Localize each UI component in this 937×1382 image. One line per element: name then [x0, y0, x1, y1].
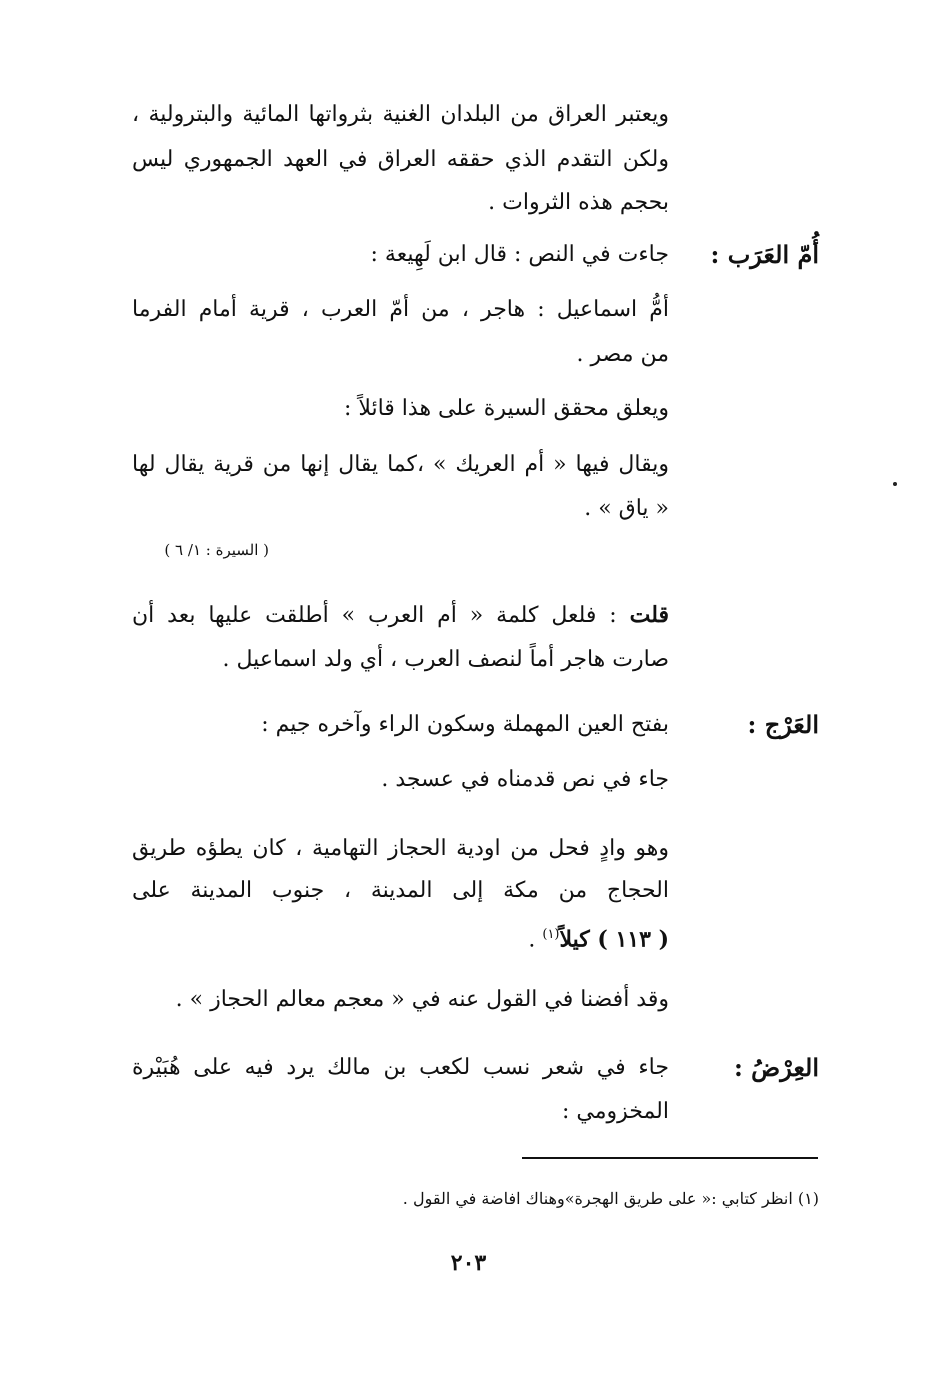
footnote-separator	[522, 1157, 818, 1159]
text-line: جاء في نص قدمناه في عسجد .	[381, 767, 669, 792]
text-line: صارت هاجر أماً لنصف العرب ، أي ولد اسماعيل .	[222, 647, 669, 672]
text-line	[528, 920, 669, 955]
footnote-marker: (١)	[542, 927, 560, 942]
text-line: من مصر .	[576, 342, 669, 367]
text-line	[132, 600, 669, 631]
text-line: وهو وادٍ فحل من اودية الحجاز التهامية ، كان يطؤه طريق	[132, 836, 669, 861]
qultu-label: قلت	[629, 602, 669, 628]
entry-heading-umm-al-arab: أُمّ العَرَب :	[710, 240, 819, 269]
text-run: ( ١١٣ ) كيلاً	[559, 926, 669, 953]
text-line: ويقال فيها « أم العريك » ،كما يقال إنها من قرية يقال لها	[132, 452, 669, 477]
citation: ( السيرة : ١/ ٦ )	[164, 541, 269, 559]
text-line: المخزومي :	[561, 1099, 669, 1124]
text-line: ويعتبر العراق من البلدان الغنية بثرواتها المائية والبترولية ،	[132, 102, 669, 127]
text-line: جاء في شعر نسب لكعب بن مالك يرد فيه على هُبَيْرة	[132, 1055, 669, 1080]
entry-heading-al-arj: العَرْج :	[747, 710, 819, 739]
text-line: بفتح العين المهملة وسكون الراء وآخره جيم :	[261, 712, 669, 737]
text-line: وقد أفضنا في القول عنه في « معجم معالم الحجاز » .	[175, 987, 669, 1012]
entry-heading-al-ird: العِرْضُ :	[733, 1053, 819, 1082]
footnote: (١) انظر كتابي :« على طريق الهجرة»وهناك افاضة في القول .	[402, 1189, 819, 1208]
text-line: أمُّ اسماعيل : هاجر ، من أمّ العرب ، قرية أمام الفرما	[132, 297, 669, 322]
text-line: جاءت في النص : قال ابن لَهِيعة :	[370, 242, 669, 267]
text-line: بحجم هذه الثروات .	[488, 190, 669, 215]
stray-mark	[893, 482, 897, 486]
text-line: ولكن التقدم الذي حققه العراق في العهد الجمهوري ليس	[132, 147, 669, 172]
text-line: ويعلق محقق السيرة على هذا قائلاً :	[343, 396, 669, 421]
page-number: ٢٠٣	[450, 1250, 487, 1276]
text-run: : فلعل كلمة « أم العرب » أطلقت عليها بعد أن	[132, 603, 630, 628]
text-line: « ياق » .	[584, 496, 669, 521]
text-line: الحجاج من مكة إلى المدينة ، جنوب المدينة على	[132, 878, 669, 903]
text-run: .	[528, 927, 543, 953]
